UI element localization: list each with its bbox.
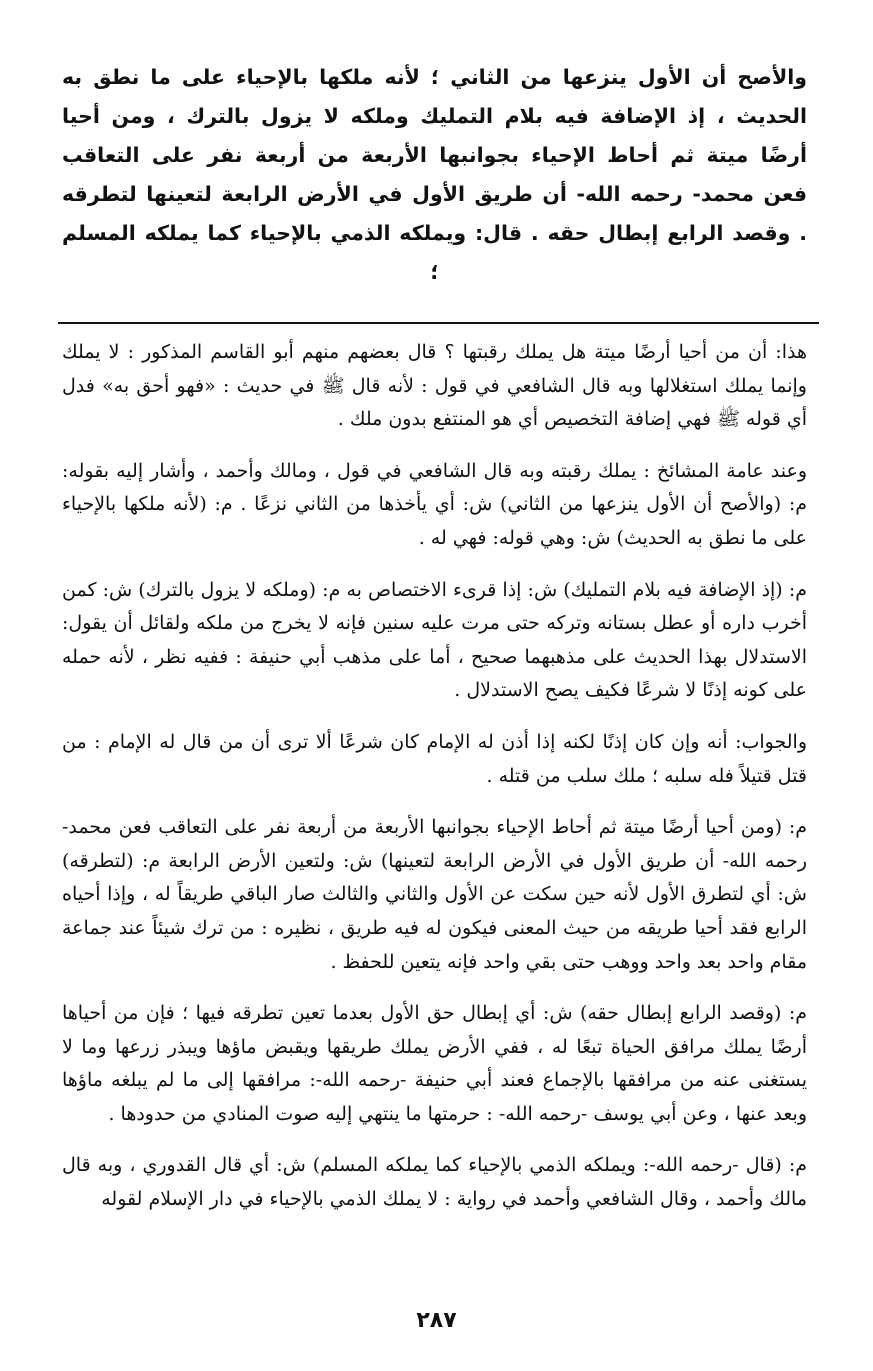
commentary-paragraph: م: (إذ الإضافة فيه بلام التمليك) ش: إذا قرىء الاختصاص به م: (وملكه لا يزول بالترك) ش: كمن أخرب داره أو عطل بستانه وتركه حتى مرت عليه سنين فإنه لا يخرج من ملكه ولقائل أن يقول: الاستدلال بهذا الحديث على مذهبهما صحيح ، أما على مذهب أبي حنيفة : ففيه نظر ، لأنه حمله على كونه إذنًا لا شرعًا فكيف يصح الاستدلال . [62,578,807,702]
commentary-paragraph: م: (قال -رحمه الله-: ويملكه الذمي بالإحياء كما يملكه المسلم) ش: أي قال القدوري ، وبه قال مالك وأحمد ، وقال الشافعي وأحمد في رواية : لا يملك الذمي بالإحياء في دار الإسلام لقوله [62,1154,807,1211]
commentary-paragraph: م: (ومن أحيا أرضًا ميتة ثم أحاط الإحياء بجوانبها الأربعة من أربعة نفر على التعاقب فعن محمد- رحمه الله- أن طريق الأول في الأرض الرابعة لتعينها) ش: ولتعين الأرض الرابعة م: (لتطرقه) ش: أي لتطرق الأول لأنه حين سكت عن الأول والثاني والثالث صار الباقي طريقاً له ، وإذا أحياه الرابع فقد أحيا طريقه من حيث المعنى فيكون له فيه طريق ، نظيره : من ترك شيئاً عند جماعة مقام واحد بعد واحد ووهب حتى بقي واحد فإنه يتعين للحفظ . [62,816,807,973]
commentary-paragraph: والجواب: أنه وإن كان إذنًا لكنه إذا أذن له الإمام كان شرعًا ألا ترى أن من قال له الإمام : من قتل قتيلاً فله سلبه ؛ ملك سلب من قتله . [62,730,807,787]
matn-main-text: والأصح أن الأول ينزعها من الثاني ؛ لأنه ملكها بالإحياء على ما نطق به الحديث ، إذ الإضافة فيه بلام التمليك وملكه لا يزول بالترك ، ومن أحيا أرضًا ميتة ثم أحاط الإحياء بجوانبها الأربعة من أربعة نفر على التعاقب فعن محمد- رحمه الله- أن طريق الأول في الأرض الرابعة لتعينها لتطرقه . وقصد الرابع إبطال حقه . قال: ويملكه الذمي بالإحياء كما يملكه المسلم ؛ [62,65,807,284]
commentary-paragraph: وعند عامة المشائخ : يملك رقبته وبه قال الشافعي في قول ، ومالك وأحمد ، وأشار إليه بقوله: م: (والأصح أن الأول ينزعها من الثاني) ش: أي يأخذها من الثاني نزعًا . م: (لأنه ملكها بالإحياء على ما نطق به الحديث) ش: وهي قوله: فهي له . [62,459,807,549]
separator-rule [58,322,819,324]
sharh-commentary [62,336,807,1217]
page-number: ٢٨٧ [416,1308,457,1333]
commentary-paragraph: م: (وقصد الرابع إبطال حقه) ش: أي إبطال حق الأول بعدما تعين تطرقه فيها ؛ فإن من أحياها أرضًا يملك مرافق الحياة تبعًا له ، ففي الأرض يملك طريقها ويقبض ماؤها ويبذر زرعها وما لا يستغنى عنه من مرافقها بالإجماع فعند أبي حنيفة -رحمه الله-: مرافقها إلى ما لم يبلغه ماؤها وبعد عنها ، وعن أبي يوسف -رحمه الله- : حرمتها ما ينتهي إليه صوت المنادي من حدودها . [62,1002,807,1125]
commentary-paragraph: هذا: أن من أحيا أرضًا ميتة هل يملك رقبتها ؟ قال بعضهم منهم أبو القاسم المذكور : لا يملك وإنما يملك استغلالها وبه قال الشافعي في قول : لأنه قال ﷺ في حديث : «فهو أحق به» فدل أي قوله ﷺ فهي إضافة التخصيص أي هو المنتفع بدون ملك . [62,341,807,431]
